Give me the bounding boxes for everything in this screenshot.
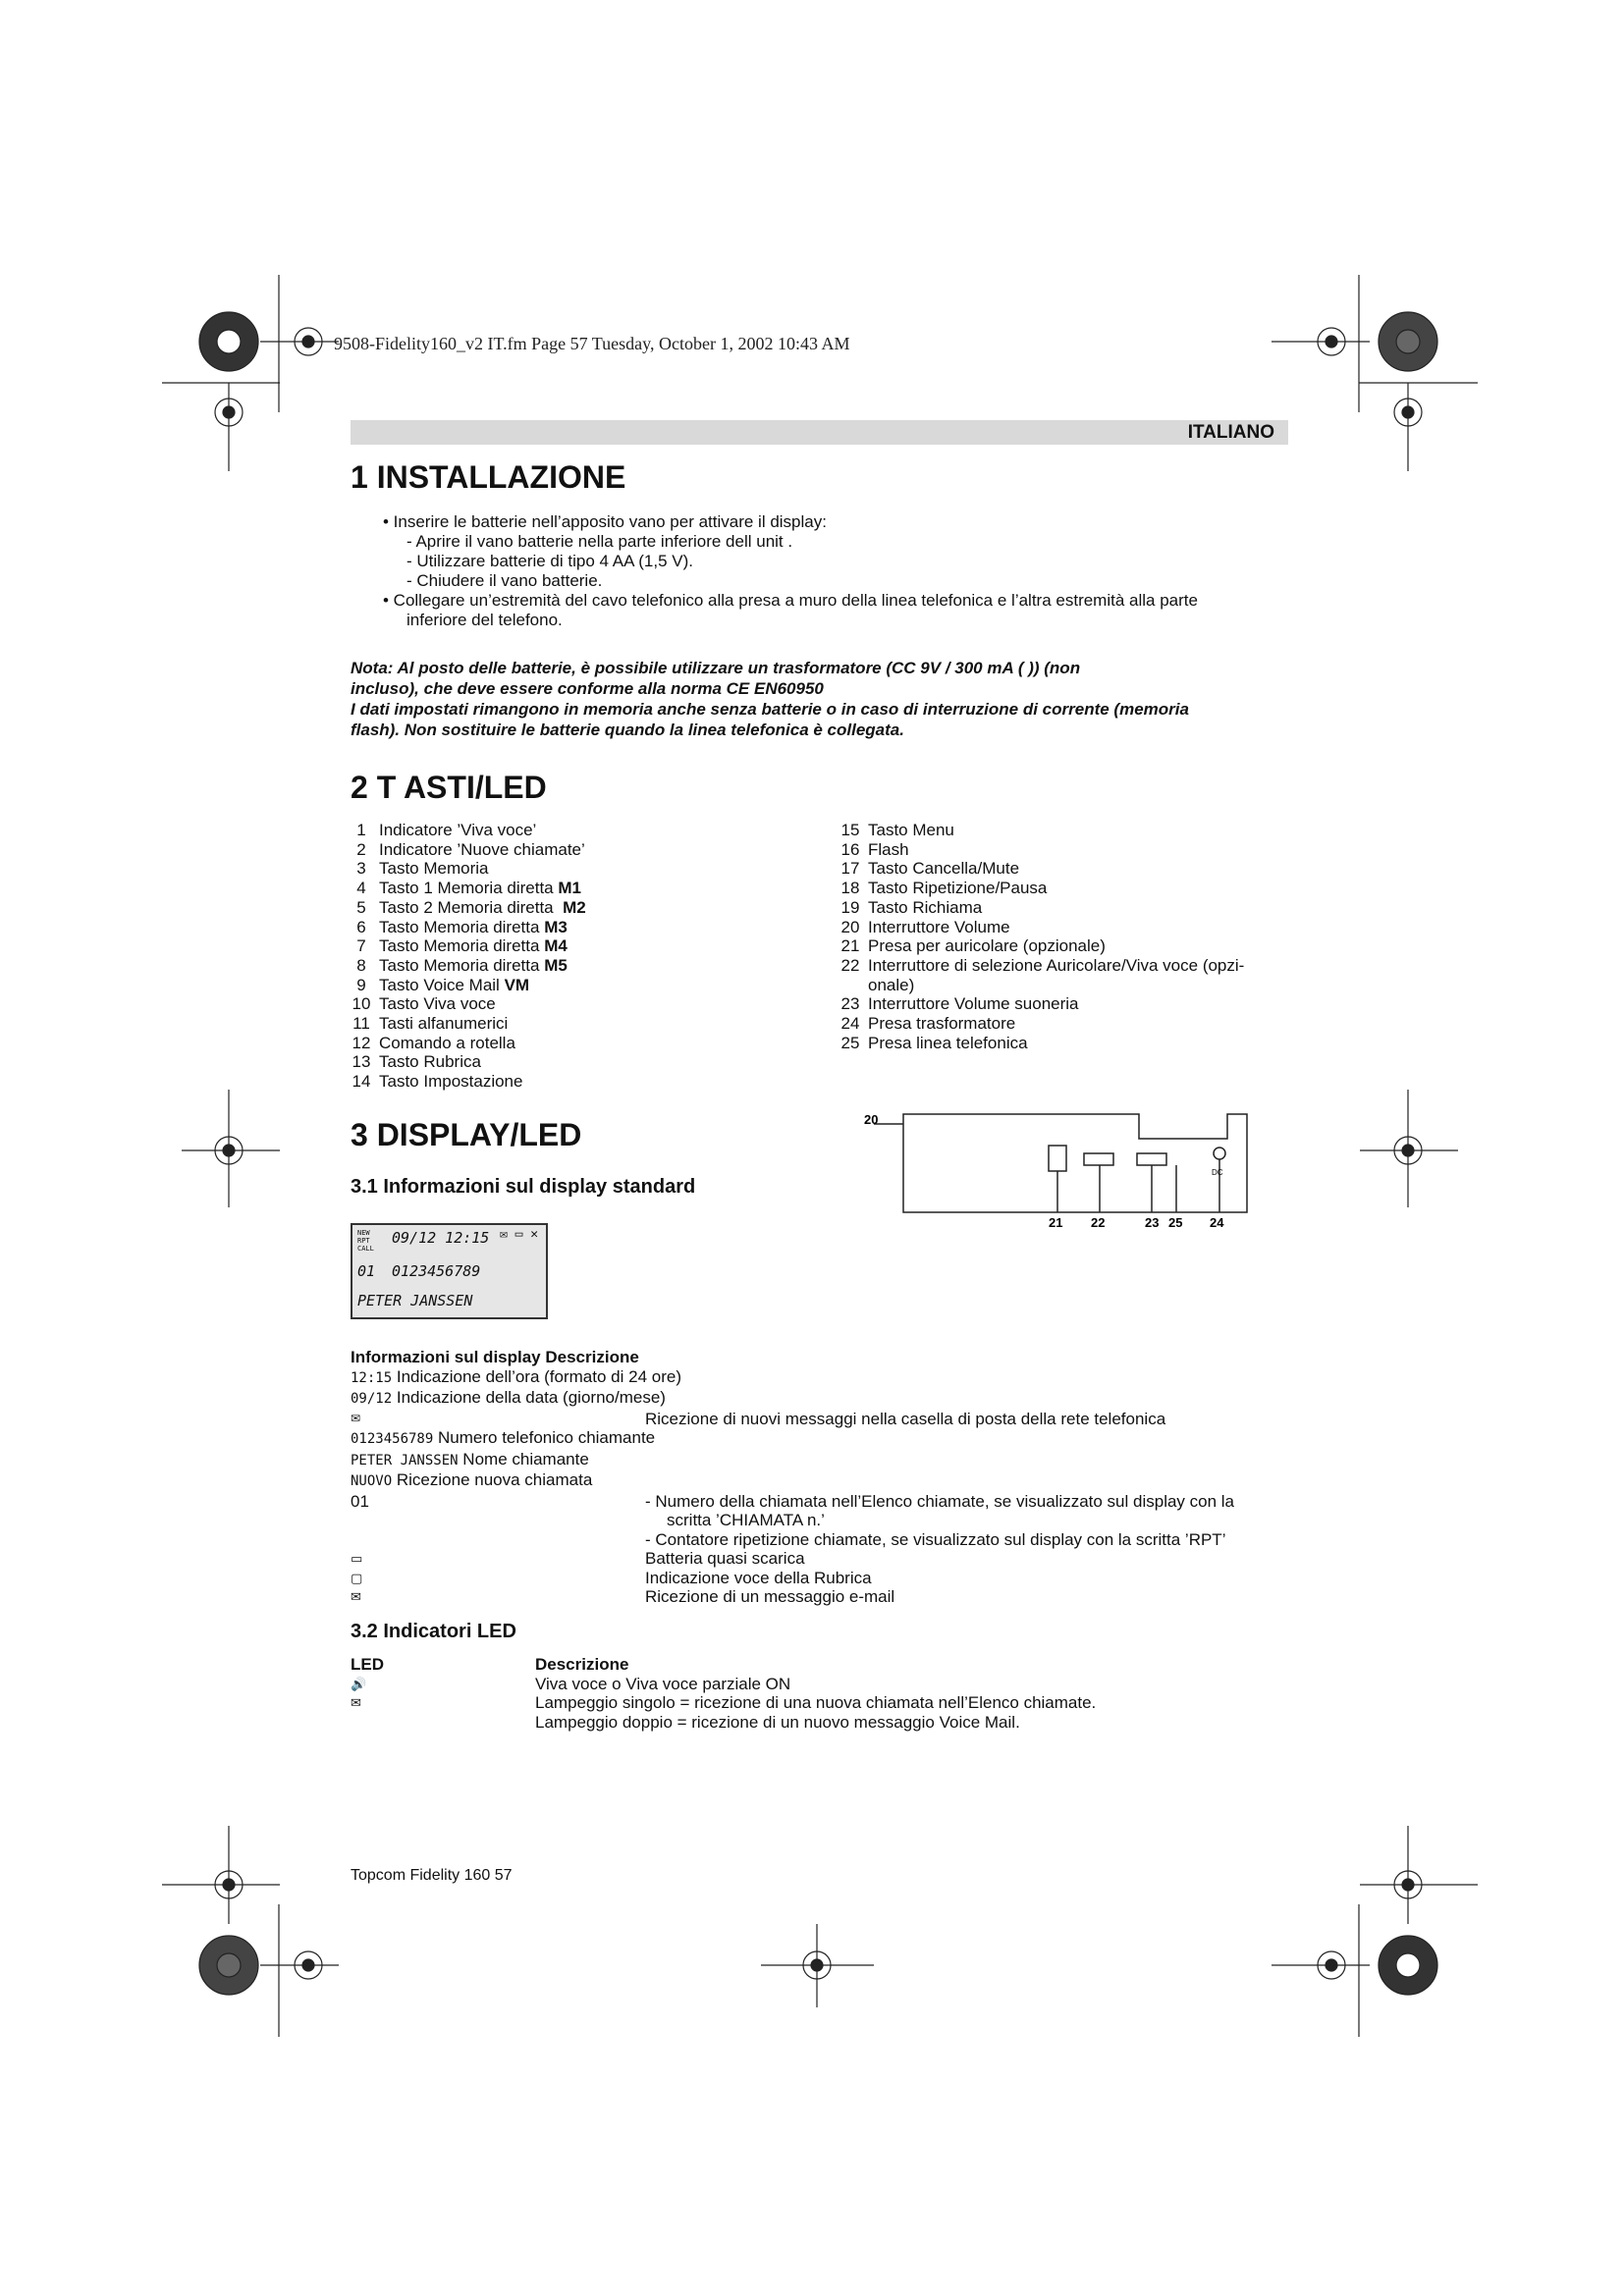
section2-title: 2 T ASTI/LED [351,770,547,805]
key-number: 13 [352,1052,371,1072]
key-label: Tasto Voice Mail [379,975,505,994]
section1-title: 1 INSTALLAZIONE [351,459,626,495]
key-number: 9 [356,975,366,994]
desc-row [351,1367,1293,1389]
desc-code: NUOVO [351,1473,393,1489]
diagram-label-dc: DC [1212,1168,1223,1177]
desc-01-code: 01 [351,1491,369,1511]
key-number: 18 [840,879,860,898]
key-item [344,994,805,1014]
key-label: Tasto Memoria diretta [379,917,545,936]
desc-email: Ricezione di un messaggio e-mail [645,1587,895,1606]
side-panel-diagram [854,1104,1267,1232]
key-label: Flash [868,839,909,859]
key-number: 22 [840,955,860,975]
keys-left-list [344,821,805,1092]
lcd-name: PETER JANSSEN [357,1292,473,1309]
keys-right-list [833,821,1294,1052]
key-number [833,976,868,995]
note-block [351,658,1293,740]
lcd-status-icons: ✉ ▭ ✕ [500,1227,539,1242]
led-table [351,1655,1293,1732]
key-number: 4 [356,879,366,898]
key-label: Tasto 1 Memoria diretta [379,879,559,898]
key-bold-code: VM [504,975,530,994]
key-item [344,859,805,879]
section3-1-title: 3.1 Informazioni sul display standard [351,1176,696,1198]
bullet-cable-cont: inferiore del telefono. [406,611,563,629]
desc-01-line1: - Numero della chiamata nell’Elenco chiamate, se visualizzato sul display con la [645,1491,1235,1511]
key-item [833,1034,1294,1053]
key-item [833,936,1294,956]
desc-row [351,1428,1293,1450]
key-number: 15 [840,821,860,839]
key-label: Tasto Viva voce [379,994,496,1014]
key-label: Tasto Cancella/Mute [868,859,1020,879]
note-line-2: incluso), che deve essere conforme alla norma CE EN60950 [351,679,824,698]
key-item [833,879,1294,898]
file-header: 9508-Fidelity160_v2 IT.fm Page 57 Tuesday, October 1, 2002 10:43 AM [334,334,850,353]
key-item [344,821,805,840]
key-item [344,976,805,995]
key-label: Tasto Memoria diretta [379,936,545,956]
diagram-label-20: 20 [864,1112,879,1127]
language-label: ITALIANO [1187,422,1274,443]
key-item [344,879,805,898]
key-number: 11 [352,1014,370,1034]
key-number: 19 [840,897,860,917]
led-header-led: LED [351,1655,384,1674]
desc-01-line3: - Contatore ripetizione chiamate, se visualizzato sul display con la scritta ’RPT’ [645,1529,1226,1549]
note-line-4: flash). Non sostituire le batterie quando la linea telefonica è collegata. [351,721,904,739]
key-item [344,1072,805,1092]
key-label: Comando a rotella [379,1033,515,1052]
key-item [344,840,805,860]
desc-code: PETER JANSSEN [351,1452,459,1468]
desc-code: 0123456789 [351,1431,434,1447]
key-number: 1 [356,821,366,839]
key-item [833,994,1294,1014]
section1-body [383,512,1286,630]
email-icon: ✉ [351,1589,361,1604]
speaker-led-icon: 🔊 [351,1676,367,1691]
desc-phonebook: Indicazione voce della Rubrica [645,1568,872,1587]
section3-2-title: 3.2 Indicatori LED [351,1621,516,1642]
key-label: Interruttore di selezione Auricolare/Viva voce (opzi- [868,955,1245,975]
desc-left-text: Indicazione dell’ora (formato di 24 ore) [392,1366,681,1386]
key-bold-code: M4 [544,936,568,956]
bullet-cable: • Collegare un’estremità del cavo telefonico alla presa a muro della linea telefonica e l’altra estremità alla parte [383,591,1198,610]
key-number: 2 [356,839,366,859]
desc-left [351,1428,656,1450]
desc-row [351,1388,1293,1410]
lcd-number: 0123456789 [392,1262,481,1280]
key-bold-code: M5 [544,955,568,975]
key-label: Tasto Impostazione [379,1072,523,1092]
key-number: 10 [352,994,371,1014]
desc-left [351,1388,666,1410]
key-item [833,840,1294,860]
desc-left-text: Numero telefonico chiamante [433,1428,656,1447]
key-item [344,1052,805,1072]
key-label: Presa trasformatore [868,1014,1016,1034]
key-number: 6 [356,917,366,936]
phonebook-icon: ▢ [351,1570,363,1585]
key-label: onale) [868,975,915,994]
key-label: Tasto 2 Memoria diretta [379,897,564,917]
page-footer: Topcom Fidelity 160 57 [351,1867,513,1884]
desc-row [351,1450,1293,1471]
sub-step-2: - Utilizzare batterie di tipo 4 AA (1,5 V). [406,552,693,570]
key-label: Presa per auricolare (opzionale) [868,936,1106,956]
message-led-icon: ✉ [351,1695,361,1710]
key-number: 3 [356,859,366,879]
key-label: Tasto Rubrica [379,1052,481,1072]
key-number: 14 [352,1072,371,1092]
key-label: Indicatore ’Viva voce’ [379,821,537,839]
lcd-display [351,1223,548,1319]
key-number: 7 [356,936,366,956]
desc-header: Informazioni sul display Descrizione [351,1348,639,1366]
key-number: 25 [840,1033,860,1052]
led-row-1: Viva voce o Viva voce parziale ON [535,1674,791,1693]
key-number: 21 [840,936,860,956]
key-number: 8 [356,955,366,975]
key-number: 20 [840,917,860,936]
diagram-label-23: 23 [1145,1215,1160,1230]
key-number: 12 [352,1033,371,1052]
led-row-3: Lampeggio doppio = ricezione di un nuovo messaggio Voice Mail. [535,1712,1020,1732]
desc-row [351,1470,1293,1492]
sub-step-3: - Chiudere il vano batterie. [406,571,603,590]
led-header-desc: Descrizione [535,1655,629,1674]
key-label: Tasto Memoria diretta [379,955,545,975]
key-number: 16 [840,839,860,859]
note-line-1: Nota: Al posto delle batterie, è possibile utilizzare un trasformatore (CC 9V / 300 mA ( )) (non [351,659,1081,677]
diagram-label-22: 22 [1091,1215,1106,1230]
key-item [833,1014,1294,1034]
key-item [344,898,805,918]
led-row-2: Lampeggio singolo = ricezione di una nuova chiamata nell’Elenco chiamate. [535,1693,1097,1712]
key-number: 24 [840,1014,860,1034]
language-bar [351,420,1288,445]
key-item [833,956,1294,976]
desc-left-text: Indicazione della data (giorno/mese) [392,1388,666,1407]
battery-icon: ▭ [351,1551,363,1566]
key-label: Tasto Richiama [868,897,983,917]
key-item [833,918,1294,937]
desc-01-line2: scritta ’CHIAMATA n.’ [667,1511,825,1529]
key-item [344,1014,805,1034]
key-label: Presa linea telefonica [868,1033,1028,1052]
key-item [344,936,805,956]
key-number: 23 [840,994,860,1014]
key-item [833,976,1294,995]
key-label: Interruttore Volume [868,917,1010,936]
key-label: Tasto Menu [868,821,954,839]
desc-row [351,1410,1293,1429]
desc-left [351,1450,645,1471]
key-number: 5 [356,897,366,917]
key-label: Tasto Memoria [379,859,489,879]
diagram-label-24: 24 [1210,1215,1224,1230]
desc-battery: Batteria quasi scarica [645,1549,805,1568]
desc-left: ✉ [351,1411,361,1425]
key-item [833,898,1294,918]
desc-left [351,1366,681,1389]
note-line-3: I dati impostati rimangono in memoria anche senza batterie o in caso di interruzione di corrente (memoria [351,700,1189,719]
desc-left-text: Ricezione nuova chiamata [392,1470,593,1489]
key-item [833,821,1294,840]
key-item [833,859,1294,879]
key-label: Tasti alfanumerici [379,1014,509,1034]
sub-step-1: - Aprire il vano batterie nella parte inferiore dell unit . [406,532,793,551]
key-label: Indicatore ’Nuove chiamate’ [379,839,585,859]
key-item [344,1034,805,1053]
diagram-label-25: 25 [1168,1215,1183,1230]
lcd-date-time: 09/12 12:15 [392,1229,490,1247]
desc-left [351,1470,645,1492]
desc-right-text: Ricezione di nuovi messaggi nella casella di posta della rete telefonica [645,1409,1166,1428]
desc-code: 12:15 [351,1369,393,1386]
lcd-side-labels: NEW RPT CALL [357,1229,374,1253]
key-bold-code: M2 [563,897,586,917]
desc-code: 09/12 [351,1391,393,1407]
display-description [351,1348,1293,1607]
section3-title: 3 DISPLAY/LED [351,1117,582,1152]
key-number: 17 [840,859,860,879]
key-bold-code: M1 [558,879,581,898]
key-item [344,918,805,937]
key-label: Tasto Ripetizione/Pausa [868,879,1048,898]
desc-left-text: Nome chiamante [458,1449,589,1468]
key-bold-code: M3 [544,917,568,936]
key-item [344,956,805,976]
key-label: Interruttore Volume suoneria [868,994,1079,1014]
lcd-number-prefix: 01 [357,1262,376,1280]
diagram-label-21: 21 [1049,1215,1063,1230]
bullet-batteries: • Inserire le batterie nell’apposito vano per attivare il display: [383,512,827,531]
